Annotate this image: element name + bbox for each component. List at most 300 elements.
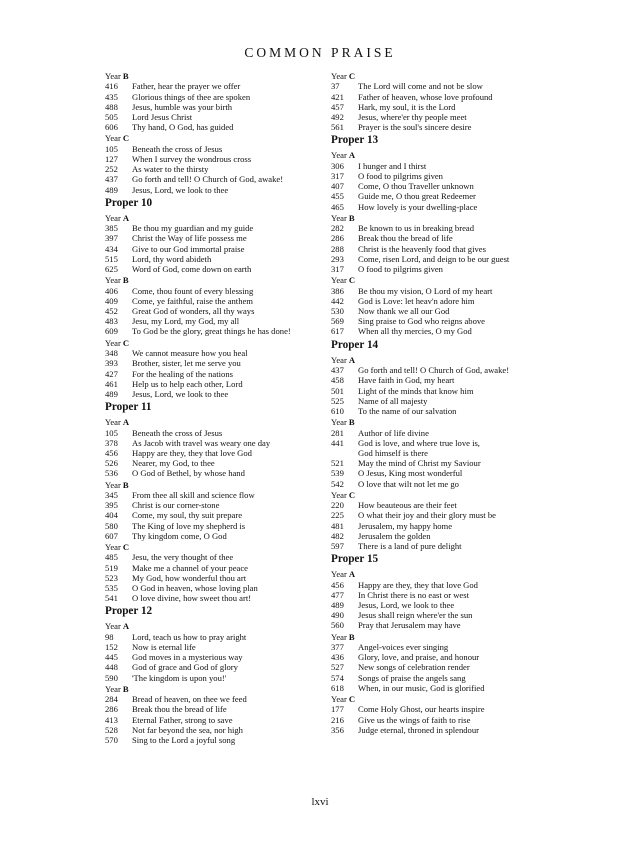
hymn-title: Jesus shall reign where'er the sun — [358, 610, 473, 621]
hymn-entry — [331, 468, 561, 478]
hymn-number: 456 — [105, 447, 118, 458]
hymn-entry — [331, 102, 561, 112]
hymn-number: 477 — [331, 589, 344, 600]
hymn-entry — [105, 358, 323, 368]
hymn-title: I hunger and I thirst — [358, 160, 427, 171]
hymn-entry — [331, 223, 561, 233]
hymn-entry — [105, 694, 323, 704]
hymn-title: Now thank we all our God — [358, 306, 450, 317]
hymn-entry — [331, 161, 561, 171]
hymn-number: 458 — [331, 375, 344, 386]
hymn-title: O love that wilt not let me go — [358, 478, 459, 489]
hymn-entry — [331, 181, 561, 191]
hymn-entry — [331, 306, 561, 316]
hymn-entry — [331, 171, 561, 181]
hymn-number: 457 — [331, 101, 344, 112]
proper-heading: Proper 13 — [331, 134, 379, 147]
year-letter: C — [122, 337, 130, 348]
hymn-entry — [105, 348, 323, 358]
hymn-entry — [105, 725, 323, 735]
hymn-entry — [331, 375, 561, 385]
hymn-entry — [105, 500, 323, 510]
year-letter: A — [348, 354, 356, 365]
hymn-entry — [105, 369, 323, 379]
hymn-number: 317 — [331, 171, 344, 182]
year-heading — [331, 694, 561, 704]
hymn-entry — [331, 112, 561, 122]
hymn-title: We cannot measure how you heal — [132, 348, 248, 359]
hymn-number: 441 — [331, 437, 344, 448]
hymn-entry — [331, 673, 561, 683]
hymn-entry — [331, 92, 561, 102]
hymn-entry — [331, 479, 561, 489]
year-letter: B — [348, 417, 355, 428]
year-heading — [105, 621, 323, 631]
year-label: Year — [331, 150, 347, 161]
hymn-title: Beneath the cross of Jesus — [132, 427, 223, 438]
hymn-entry — [105, 379, 323, 389]
hymn-title: As water to the thirsty — [132, 164, 209, 175]
hymn-title: To God be the glory, great things he has done! — [132, 326, 291, 337]
year-letter: A — [348, 150, 356, 161]
year-letter: B — [348, 212, 355, 223]
hymn-title: May the mind of Christ my Saviour — [358, 458, 481, 469]
hymn-number: 570 — [105, 735, 118, 746]
hymn-entry — [105, 468, 323, 478]
hymn-entry — [331, 521, 561, 531]
year-letter: B — [122, 479, 129, 490]
hymn-number: 416 — [105, 81, 118, 92]
year-letter: C — [348, 489, 356, 500]
year-heading — [105, 684, 323, 694]
hymn-title: Nearer, my God, to thee — [132, 458, 215, 469]
hymn-number: 385 — [105, 223, 118, 234]
hymn-title: Go forth and tell! O Church of God, awake! — [132, 174, 284, 185]
hymn-entry — [105, 81, 323, 91]
hymn-title: Thy kingdom come, O God — [132, 530, 227, 541]
hymn-number: 356 — [331, 724, 344, 735]
year-heading — [105, 71, 323, 81]
hymn-entry — [331, 365, 561, 375]
hymn-title: From thee all skill and science flow — [132, 489, 255, 500]
proper-heading: Proper 15 — [331, 553, 379, 566]
year-letter: B — [122, 275, 129, 286]
left-column — [105, 70, 323, 745]
hymn-entry — [105, 583, 323, 593]
hymn-entry — [331, 458, 561, 468]
year-letter: A — [122, 417, 130, 428]
hymn-entry — [105, 254, 323, 264]
hymn-number: 437 — [331, 365, 344, 376]
hymn-entry — [331, 500, 561, 510]
hymn-title: Christ is our corner-stone — [132, 500, 220, 511]
proper-heading: Proper 12 — [105, 605, 153, 618]
hymn-title: Jesu, my Lord, my God, my all — [132, 316, 240, 327]
hymn-entry — [331, 396, 561, 406]
hymn-number: 105 — [105, 427, 118, 438]
hymn-number: 542 — [331, 478, 344, 489]
hymn-entry — [105, 122, 323, 132]
hymn-title: Lord, teach us how to pray aright — [132, 631, 247, 642]
year-label: Year — [331, 417, 347, 428]
hymn-number: 448 — [105, 662, 118, 673]
hymn-title: For the healing of the nations — [132, 368, 233, 379]
hymn-entry — [331, 296, 561, 306]
hymn-title: To the name of our salvation — [358, 405, 457, 416]
year-heading — [105, 480, 323, 490]
year-letter: B — [348, 631, 355, 642]
year-label: Year — [105, 683, 121, 694]
hymn-number: 492 — [331, 112, 344, 123]
hymn-number: 618 — [331, 682, 344, 693]
year-label: Year — [105, 275, 121, 286]
hymn-title: How beauteous are their feet — [358, 500, 457, 511]
year-heading — [105, 275, 323, 285]
hymn-title: 'The kingdom is upon you!' — [132, 672, 227, 683]
hymn-number: 461 — [105, 378, 118, 389]
year-heading — [331, 417, 561, 427]
hymn-title: O love divine, how sweet thou art! — [132, 593, 252, 604]
hymn-number: 489 — [105, 388, 118, 399]
year-heading — [331, 71, 561, 81]
year-heading — [331, 275, 561, 285]
hymn-entry — [105, 715, 323, 725]
hymn-title: Beneath the cross of Jesus — [132, 143, 223, 154]
hymn-number: 445 — [105, 652, 118, 663]
hymn-title: Jerusalem, my happy home — [358, 520, 453, 531]
hymn-number: 501 — [331, 385, 344, 396]
hymn-number: 536 — [105, 468, 118, 479]
hymn-entry — [331, 510, 561, 520]
year-label: Year — [105, 71, 121, 81]
proper-heading: Proper 11 — [105, 401, 152, 414]
hymn-entry — [331, 725, 561, 735]
hymn-entry — [105, 164, 323, 174]
hymn-title: Glory, love, and praise, and honour — [358, 652, 480, 663]
hymn-entry — [331, 652, 561, 662]
hymn-entry — [331, 610, 561, 620]
hymn-title: Make me a channel of your peace — [132, 562, 248, 573]
hymn-entry — [105, 521, 323, 531]
page-number: lxvi — [311, 796, 329, 808]
hymn-title: As Jacob with travel was weary one day — [132, 437, 271, 448]
hymn-entry — [331, 244, 561, 254]
year-heading — [331, 632, 561, 642]
hymn-entry — [105, 185, 323, 195]
hymn-entry — [105, 673, 323, 683]
hymn-entry — [105, 735, 323, 745]
year-letter: C — [122, 133, 130, 144]
hymn-number: 442 — [331, 295, 344, 306]
hymn-entry — [331, 191, 561, 201]
year-letter: A — [348, 569, 356, 580]
hymn-entry — [105, 642, 323, 652]
hymn-entry — [331, 316, 561, 326]
hymn-title: Come, O thou Traveller unknown — [358, 181, 474, 192]
hymn-entry — [105, 233, 323, 243]
hymn-entry — [105, 316, 323, 326]
hymn-entry — [331, 541, 561, 551]
hymn-number: 455 — [331, 191, 344, 202]
hymn-title: Guide me, O thou great Redeemer — [358, 191, 476, 202]
hymn-title: Glorious things of thee are spoken — [132, 91, 251, 102]
hymn-title: Jesus, Lord, we look to thee — [358, 599, 455, 610]
hymn-entry — [331, 704, 561, 714]
hymn-entry — [105, 174, 323, 184]
hymn-title: Jesus, humble was your birth — [132, 101, 233, 112]
hymn-title: Have faith in God, my heart — [358, 375, 455, 386]
year-heading — [331, 490, 561, 500]
hymn-entry — [105, 296, 323, 306]
hymn-title: Be thou my vision, O Lord of my heart — [358, 285, 493, 296]
hymn-title: Come, thou fount of every blessing — [132, 285, 254, 296]
hymn-entry — [105, 704, 323, 714]
hymn-number: 525 — [331, 395, 344, 406]
hymn-title: Thy hand, O God, has guided — [132, 122, 234, 133]
hymn-entry — [331, 531, 561, 541]
hymn-number: 465 — [331, 201, 344, 212]
year-label: Year — [331, 275, 347, 286]
hymn-number: 177 — [331, 704, 344, 715]
hymn-title: There is a land of pure delight — [358, 540, 462, 551]
hymn-entry — [105, 438, 323, 448]
hymn-title: Give us the wings of faith to rise — [358, 714, 471, 725]
hymn-entry — [105, 428, 323, 438]
year-label: Year — [331, 489, 347, 500]
hymn-title: The King of love my shepherd is — [132, 520, 246, 531]
hymn-number: 286 — [105, 704, 118, 715]
year-label: Year — [331, 569, 347, 580]
hymn-number: 481 — [331, 520, 344, 531]
hymn-number: 610 — [331, 405, 344, 416]
hymn-title: Be thou my guardian and my guide — [132, 223, 254, 234]
year-label: Year — [105, 541, 121, 552]
year-label: Year — [331, 694, 347, 704]
hymn-title: In Christ there is no east or west — [358, 589, 469, 600]
hymn-number: 456 — [331, 579, 344, 590]
hymn-number: 519 — [105, 562, 118, 573]
year-letter: A — [122, 212, 130, 223]
year-label: Year — [105, 133, 121, 144]
year-heading — [105, 417, 323, 427]
hymn-number: 225 — [331, 510, 344, 521]
hymn-entry — [331, 683, 561, 693]
hymn-entry — [331, 406, 561, 416]
hymn-number: 386 — [331, 285, 344, 296]
hymn-title: Father, hear the prayer we offer — [132, 81, 241, 92]
hymn-title: Jesu, the very thought of thee — [132, 552, 234, 563]
hymn-entry — [105, 144, 323, 154]
hymn-number: 597 — [331, 540, 344, 551]
hymn-title: Christ is the heavenly food that gives — [358, 243, 486, 254]
hymn-number: 490 — [331, 610, 344, 621]
hymn-entry — [105, 632, 323, 642]
hymn-entry — [105, 92, 323, 102]
hymn-entry — [331, 122, 561, 132]
hymn-number: 406 — [105, 285, 118, 296]
year-letter: C — [348, 275, 356, 286]
hymn-number: 452 — [105, 306, 118, 317]
hymn-number: 395 — [105, 500, 118, 511]
hymn-number: 284 — [105, 694, 118, 705]
hymn-entry — [105, 112, 323, 122]
year-letter: C — [348, 694, 356, 704]
hymn-title: Angel-voices ever singing — [358, 641, 449, 652]
hymn-title: Now is eternal life — [132, 641, 196, 652]
hymn-title: God of grace and God of glory — [132, 662, 238, 673]
hymn-title: Pray that Jerusalem may have — [358, 620, 461, 631]
hymn-number: 580 — [105, 520, 118, 531]
year-heading — [331, 569, 561, 579]
hymn-number: 539 — [331, 468, 344, 479]
hymn-title: O what their joy and their glory must be — [358, 510, 496, 521]
hymn-title: Prayer is the soul's sincere desire — [358, 122, 472, 133]
hymn-number: 436 — [331, 652, 344, 663]
hymn-title: Father of heaven, whose love profound — [358, 91, 493, 102]
hymn-title: O food to pilgrims given — [358, 264, 443, 275]
hymn-title: How lovely is your dwelling-place — [358, 201, 478, 212]
hymn-title: Hark, my soul, it is the Lord — [358, 101, 456, 112]
hymn-title: Sing to the Lord a joyful song — [132, 735, 236, 746]
year-letter: C — [122, 541, 130, 552]
hymn-entry — [105, 154, 323, 164]
page-title: COMMON PRAISE — [244, 45, 396, 60]
hymn-number: 482 — [331, 530, 344, 541]
hymn-title: Bread of heaven, on thee we feed — [132, 694, 247, 705]
hymn-title: Be known to us in breaking bread — [358, 223, 474, 234]
hymn-title: Songs of praise the angels sang — [358, 672, 466, 683]
hymn-number: 427 — [105, 368, 118, 379]
hymn-entry — [105, 531, 323, 541]
hymn-entry — [331, 286, 561, 296]
year-label: Year — [105, 621, 121, 632]
hymn-title: Break thou the bread of life — [358, 233, 453, 244]
hymn-entry — [105, 306, 323, 316]
hymn-number: 348 — [105, 348, 118, 359]
hymn-number: 437 — [105, 174, 118, 185]
hymn-title: Name of all majesty — [358, 395, 428, 406]
hymn-number: 489 — [331, 599, 344, 610]
hymn-title: Break thou the bread of life — [132, 704, 227, 715]
year-heading — [105, 542, 323, 552]
right-column — [331, 70, 561, 735]
hymn-entry — [331, 620, 561, 630]
hymn-title: O Jesus, King most wonderful — [358, 468, 463, 479]
hymn-entry — [105, 662, 323, 672]
hymn-entry — [105, 490, 323, 500]
hymn-entry — [105, 652, 323, 662]
hymn-number: 421 — [331, 91, 344, 102]
hymn-number: 317 — [331, 264, 344, 275]
hymn-title: Happy are they, they that love God — [358, 579, 478, 590]
hymn-title: Give to our God immortal praise — [132, 243, 245, 254]
hymn-title: O God of Bethel, by whose hand — [132, 468, 245, 479]
hymn-entry — [105, 458, 323, 468]
year-heading — [331, 213, 561, 223]
hymn-number: 252 — [105, 164, 118, 175]
year-label: Year — [105, 479, 121, 490]
hymn-number: 37 — [331, 81, 340, 92]
year-heading — [331, 355, 561, 365]
hymn-number: 152 — [105, 641, 118, 652]
hymn-entry — [105, 326, 323, 336]
hymn-number: 397 — [105, 233, 118, 244]
hymn-number: 625 — [105, 264, 118, 275]
hymn-title: Jesus, where'er thy people meet — [358, 112, 467, 123]
hymn-title: Jesus, Lord, we look to thee — [132, 184, 229, 195]
hymn-number: 528 — [105, 724, 118, 735]
hymn-number: 293 — [331, 253, 344, 264]
hymn-number: 590 — [105, 672, 118, 683]
hymn-number: 98 — [105, 631, 114, 642]
year-label: Year — [105, 212, 121, 223]
hymn-entry — [331, 428, 561, 438]
hymn-title: Jesus, Lord, we look to thee — [132, 388, 229, 399]
hymn-title: God moves in a mysterious way — [132, 652, 243, 663]
year-label: Year — [105, 337, 121, 348]
hymn-title: When, in our music, God is glorified — [358, 682, 485, 693]
hymn-title: O food to pilgrims given — [358, 171, 443, 182]
hymn-title: Come, risen Lord, and deign to be our guest — [358, 253, 510, 264]
hymn-number: 435 — [105, 91, 118, 102]
hymn-title: Great God of wonders, all thy ways — [132, 306, 255, 317]
year-label: Year — [331, 71, 347, 81]
year-letter: A — [122, 621, 130, 632]
hymn-entry — [105, 244, 323, 254]
hymn-title: Author of life divine — [358, 427, 429, 438]
year-heading — [105, 338, 323, 348]
hymn-entry — [105, 264, 323, 274]
hymn-entry — [331, 233, 561, 243]
hymn-entry — [331, 326, 561, 336]
year-heading — [105, 133, 323, 143]
hymn-entry — [105, 573, 323, 583]
hymn-number: 377 — [331, 641, 344, 652]
hymn-number: 286 — [331, 233, 344, 244]
hymn-title: Eternal Father, strong to save — [132, 714, 233, 725]
hymn-number: 561 — [331, 122, 344, 133]
hymn-title: Judge eternal, throned in splendour — [358, 724, 479, 735]
hymn-entry — [331, 590, 561, 600]
hymn-entry — [331, 580, 561, 590]
hymn-number: 523 — [105, 572, 118, 583]
hymn-title: Come, my soul, thy suit prepare — [132, 510, 243, 521]
hymn-entry — [331, 642, 561, 652]
hymn-number: 127 — [105, 154, 118, 165]
hymn-number: 617 — [331, 326, 344, 337]
year-label: Year — [331, 354, 347, 365]
hymn-entry — [105, 389, 323, 399]
hymn-title: Light of the minds that know him — [358, 385, 474, 396]
hymn-number: 407 — [331, 181, 344, 192]
year-letter: B — [122, 683, 129, 694]
hymn-number: 483 — [105, 316, 118, 327]
hymn-number: 306 — [331, 160, 344, 171]
hymn-title: My God, how wonderful thou art — [132, 572, 247, 583]
hymn-number: 489 — [105, 184, 118, 195]
hymn-title: Sing praise to God who reigns above — [358, 316, 485, 327]
hymn-title: Lord Jesus Christ — [132, 112, 193, 123]
year-label: Year — [105, 417, 121, 428]
hymn-title: Not far beyond the sea, nor high — [132, 724, 243, 735]
hymn-number: 345 — [105, 489, 118, 500]
hymn-entry — [105, 510, 323, 520]
hymn-entry — [331, 202, 561, 212]
hymn-number: 574 — [331, 672, 344, 683]
hymn-number: 530 — [331, 306, 344, 317]
hymn-title: Christ the Way of life possess me — [132, 233, 247, 244]
hymn-title: O God in heaven, whose loving plan — [132, 582, 258, 593]
